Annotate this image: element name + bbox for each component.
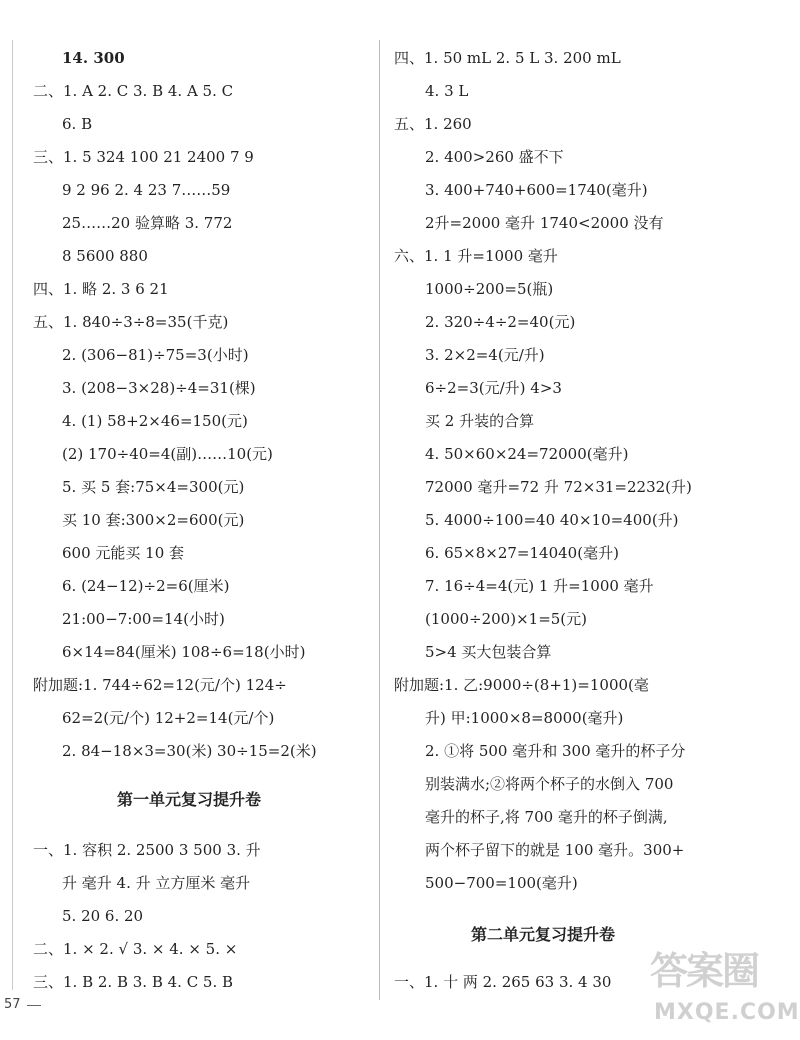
watermark-text-top: 答案圈 [650, 949, 759, 993]
answer-line: 2. 84−18×3=30(米) 30÷15=2(米) [62, 742, 317, 760]
answer-line: 别装满水;②将两个杯子的水倒入 700 [425, 775, 674, 793]
section-title: 第一单元复习提升卷 [117, 790, 262, 809]
answer-line: 6÷2=3(元/升) 4>3 [425, 379, 562, 397]
answer-line: (2) 170÷40=4(副)……10(元) [62, 445, 273, 463]
answer-line: 四、1. 50 mL 2. 5 L 3. 200 mL [394, 49, 621, 67]
answer-line: 2. 400>260 盛不下 [425, 148, 564, 166]
answer-line: 5. 4000÷100=40 40×10=400(升) [425, 511, 679, 529]
answer-line: 六、1. 1 升=1000 毫升 [394, 247, 558, 265]
answer-line: 6. B [62, 115, 93, 133]
answer-line: 5. 买 5 套:75×4=300(元) [62, 478, 245, 496]
answer-line: 2升=2000 毫升 1740<2000 没有 [425, 214, 664, 232]
watermark-text-bottom: MXQE.COM [654, 1000, 800, 1025]
page-number: 57 [4, 997, 21, 1012]
answer-line: 6. (24−12)÷2=6(厘米) [62, 577, 230, 595]
answer-line: 四、1. 略 2. 3 6 21 [33, 280, 169, 298]
section-title: 第二单元复习提升卷 [471, 925, 616, 944]
column-divider [379, 40, 380, 1000]
answer-line: 14. 300 [62, 49, 125, 67]
answer-line: 附加题:1. 744÷62=12(元/个) 124÷ [33, 676, 287, 694]
answer-line: 三、1. B 2. B 3. B 4. C 5. B [33, 973, 234, 991]
answer-line: 5. 20 6. 20 [62, 907, 144, 925]
answer-line: 三、1. 5 324 100 21 2400 7 9 [33, 148, 254, 166]
answer-line: 62=2(元/个) 12+2=14(元/个) [62, 709, 275, 727]
answer-line: 500−700=100(毫升) [425, 874, 578, 892]
answer-line: 4. 50×60×24=72000(毫升) [425, 445, 629, 463]
answer-line: 5>4 买大包装合算 [425, 643, 552, 661]
answer-line: 毫升的杯子,将 700 毫升的杯子倒满, [425, 808, 668, 826]
answer-line: 21:00−7:00=14(小时) [62, 610, 225, 628]
answer-line: 五、1. 840÷3÷8=35(千克) [33, 313, 229, 331]
answer-line: 两个杯子留下的就是 100 毫升。300+ [425, 841, 685, 859]
answer-line: 买 10 套:300×2=600(元) [62, 511, 245, 529]
answer-line: 3. (208−3×28)÷4=31(棵) [62, 379, 256, 397]
answer-line: 8 5600 880 [62, 247, 148, 265]
answer-line: 3. 400+740+600=1740(毫升) [425, 181, 648, 199]
answer-line: 附加题:1. 乙:9000÷(8+1)=1000(毫 [394, 676, 649, 694]
answer-line: 3. 2×2=4(元/升) [425, 346, 545, 364]
answer-line: 6. 65×8×27=14040(毫升) [425, 544, 619, 562]
answer-line: 二、1. A 2. C 3. B 4. A 5. C [33, 82, 234, 100]
answer-line: 买 2 升装的合算 [425, 412, 535, 430]
answer-line: 2. ①将 500 毫升和 300 毫升的杯子分 [425, 742, 686, 760]
page-number-dash [27, 1005, 41, 1006]
answer-line: (1000÷200)×1=5(元) [425, 610, 588, 628]
answer-line: 升 毫升 4. 升 立方厘米 毫升 [62, 874, 251, 892]
answer-line: 五、1. 260 [394, 115, 472, 133]
answer-line: 一、1. 十 两 2. 265 63 3. 4 30 [394, 973, 612, 991]
answer-line: 7. 16÷4=4(元) 1 升=1000 毫升 [425, 577, 654, 595]
answer-line: 9 2 96 2. 4 23 7……59 [62, 181, 231, 199]
answer-line: 4. 3 L [425, 82, 469, 100]
answer-line: 二、1. × 2. √ 3. × 4. × 5. × [33, 940, 238, 958]
answer-line: 2. (306−81)÷75=3(小时) [62, 346, 249, 364]
answer-line: 2. 320÷4÷2=40(元) [425, 313, 576, 331]
answer-line: 6×14=84(厘米) 108÷6=18(小时) [62, 643, 306, 661]
answer-line: 600 元能买 10 套 [62, 544, 185, 562]
watermark-logo [650, 940, 800, 1035]
answer-line: 一、1. 容积 2. 2500 3 500 3. 升 [33, 841, 261, 859]
answer-line: 1000÷200=5(瓶) [425, 280, 554, 298]
answer-line: 25……20 验算略 3. 772 [62, 214, 233, 232]
answer-line: 升) 甲:1000×8=8000(毫升) [425, 709, 624, 727]
answer-line: 4. (1) 58+2×46=150(元) [62, 412, 248, 430]
answer-line: 72000 毫升=72 升 72×31=2232(升) [425, 478, 692, 496]
margin-rule [12, 40, 13, 990]
